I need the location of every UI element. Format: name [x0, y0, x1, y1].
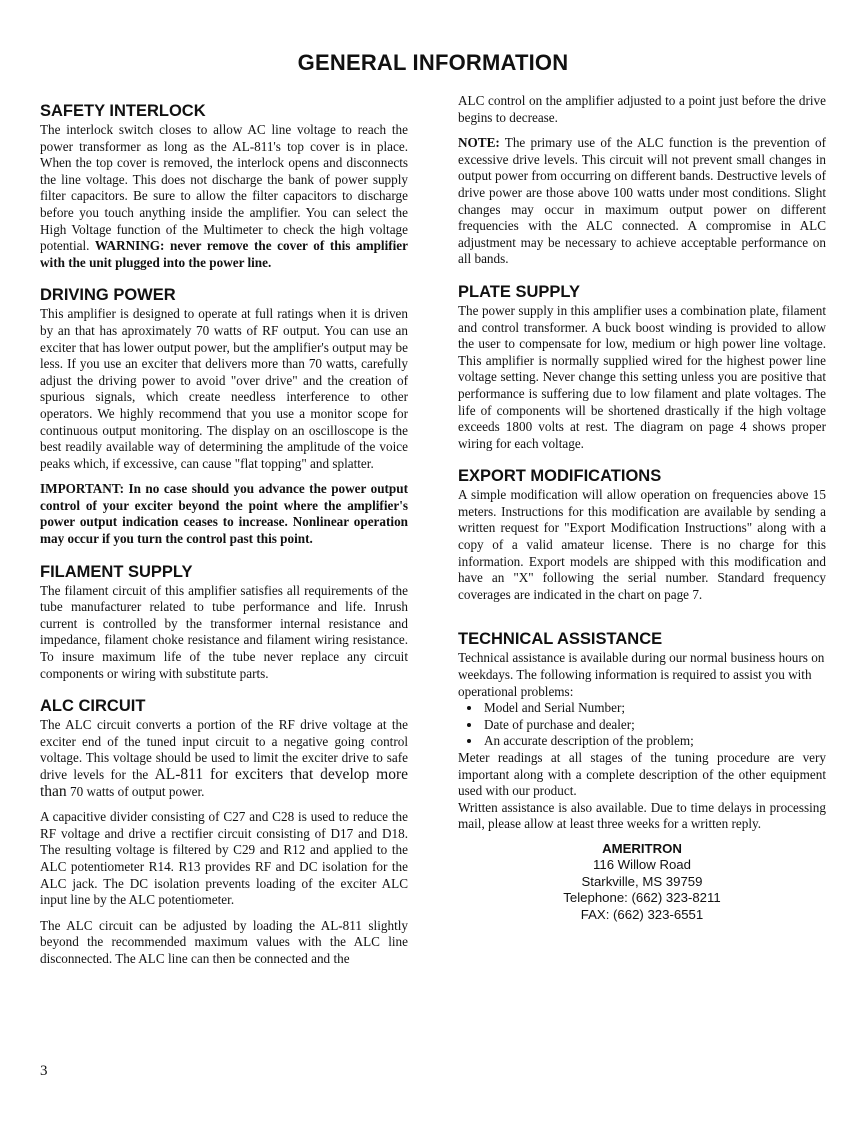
export-heading: EXPORT MODIFICATIONS	[458, 467, 662, 486]
street-address: 116 Willow Road	[593, 857, 691, 873]
fax: FAX: (662) 323-6551	[580, 906, 704, 922]
tech-text-3: Written assistance is also available. Due to time delays in processing mail, please allow at least three weeks for a written reply.	[458, 799, 826, 832]
plate-text: The power supply in this amplifier uses a combination plate, filament and control transformer. A buck boost winding is provided to allow the user to compensate for low, medium or high power line voltage. This amplifier is normally supplied wired for the highest power line voltage setting. Never change this setting unless you are positive that performance is suffering due to low filament and plate voltages. The life of components will be shortened drastically if the high voltage exceeds 1800 volts at rest. The diagram on page 4 shows proper wiring for each voltage.	[458, 302, 826, 451]
alc-text-1: The ALC circuit converts a portion of the RF drive voltage at the exciter end of the tuned input circuit to a negative going control voltage. This voltage should be used to limit the exciter drive to safe drive levels for the AL-811 for exciters that develop more than 70 watts of output power.	[40, 717, 408, 800]
list-item: • Date of purchase and dealer;	[482, 717, 826, 734]
export-text: A simple modification will allow operation on frequencies above 15 meters. Instructions for this modification are available by sending a written request for "Export Modification Instructions" along with a copy of a valid amateur license. There is no charge for this information. Export models are shipped with this modification and have an "X" following the serial number. Standard frequency coverages are indicated in the chart on page 7.	[458, 487, 826, 602]
page-title: GENERAL INFORMATION	[297, 50, 569, 75]
filament-text: The filament circuit of this amplifier satisfies all requirements of the tube manufacturer related to tube performance and life. Inrush current is controlled by the transformer internal resistance and impedance, filament choke resistance and filament wiring resistance. To insure maximum life of the tube never replace any circuit components or wiring with substitute parts.	[40, 582, 408, 681]
list-item: • An accurate description of the problem;	[482, 733, 826, 750]
safety-heading: SAFETY INTERLOCK	[40, 102, 206, 120]
tech-text-2: Meter readings at all stages of the tuning procedure are very important along with a complete description of the other equipment used with our product.	[458, 750, 826, 799]
contact-block	[458, 841, 826, 924]
telephone: Telephone: (662) 323-8211	[563, 890, 721, 906]
safety-warning: WARNING: never remove the cover of this amplifier with the unit plugged into the power line.	[40, 238, 408, 270]
alc-heading: ALC CIRCUIT	[40, 697, 146, 716]
plate-heading: PLATE SUPPLY	[458, 282, 580, 301]
driving-heading: DRIVING POWER	[40, 286, 176, 305]
alc-continued: ALC control on the amplifier adjusted to a point just before the drive begins to decrease.	[458, 93, 826, 125]
right-column	[458, 93, 826, 923]
driving-text: This amplifier is designed to operate at full ratings when it is driven by an that has aproximately 70 watts of RF output. You can use an exciter that has lower output power, but the amplifier's output may be less. If you use an exciter that delivers more than 70 watts, carefully adjust the driving power to avoid "over drive" and the creation of spurious signals, which create needless interference to other operators. We highly recommend that you use a monitor scope for continuous output monitoring. The display on an oscilloscope is the best readily available way of determining the amplitude of the voice peaks which, if excessive, can cause "flat topping" and splatter.	[40, 306, 408, 471]
alc-text-2: A capacitive divider consisting of C27 and C28 is used to reduce the RF voltage and drive a rectifier circuit consisting of D17 and D18. The resulting voltage is filtered by C29 and R12 and applied to the ALC potentiometer R14. R13 provides RF and DC isolation for the ALC jack. The DC isolation prevents loading of the exciter ALC input line by the ALC potentiometer.	[40, 809, 408, 908]
city-address: Starkville, MS 39759	[581, 873, 703, 889]
filament-heading: FILAMENT SUPPLY	[40, 562, 193, 581]
alc-text-3: The ALC circuit can be adjusted by loading the AL-811 slightly beyond the recommended maximum values with the ALC line disconnected. The ALC line can then be connected and the	[40, 917, 408, 966]
list-item: • Model and Serial Number;	[482, 700, 826, 717]
page-number: 3	[40, 1063, 48, 1079]
tech-intro: Technical assistance is available during our normal business hours on weekdays. The following information is required to assist you with operational problems:	[458, 650, 825, 699]
driving-important: IMPORTANT: In no case should you advance the power output control of your exciter beyond the point where the amplifier's power output indication ceases to increase. Nonlinear operation may occur if you turn the control past this point.	[40, 481, 408, 547]
company-name: AMERITRON	[602, 840, 682, 856]
tech-list	[458, 700, 826, 750]
tech-heading: TECHNICAL ASSISTANCE	[458, 630, 663, 649]
left-column	[40, 101, 408, 968]
note-text: NOTE: The primary use of the ALC function is the prevention of excessive drive levels. This circuit will not prevent small changes in output power from occurring on different bands. Destructive levels of drive power are those above 100 watts under most conditions. Slight changes may occur in maximum output power on different frequencies with the ALC connected. A compromise in ALC adjustment may be necessary to achieve acceptable performance on all bands.	[458, 135, 826, 267]
safety-text: The interlock switch closes to allow AC line voltage to reach the power transformer as long as the AL-811's top cover is in place. When the top cover is removed, the interlock opens and disconnects the line voltage. This does not discharge the bank of power supply filter capacitors. Be sure to allow the filter capacitors to discharge before you touch anything inside the amplifier. You can select the High Voltage function of the Multimeter to check the high voltage potential. WARNING: never remove the cover of this amplifier with the unit plugged into the power line.	[40, 122, 408, 270]
